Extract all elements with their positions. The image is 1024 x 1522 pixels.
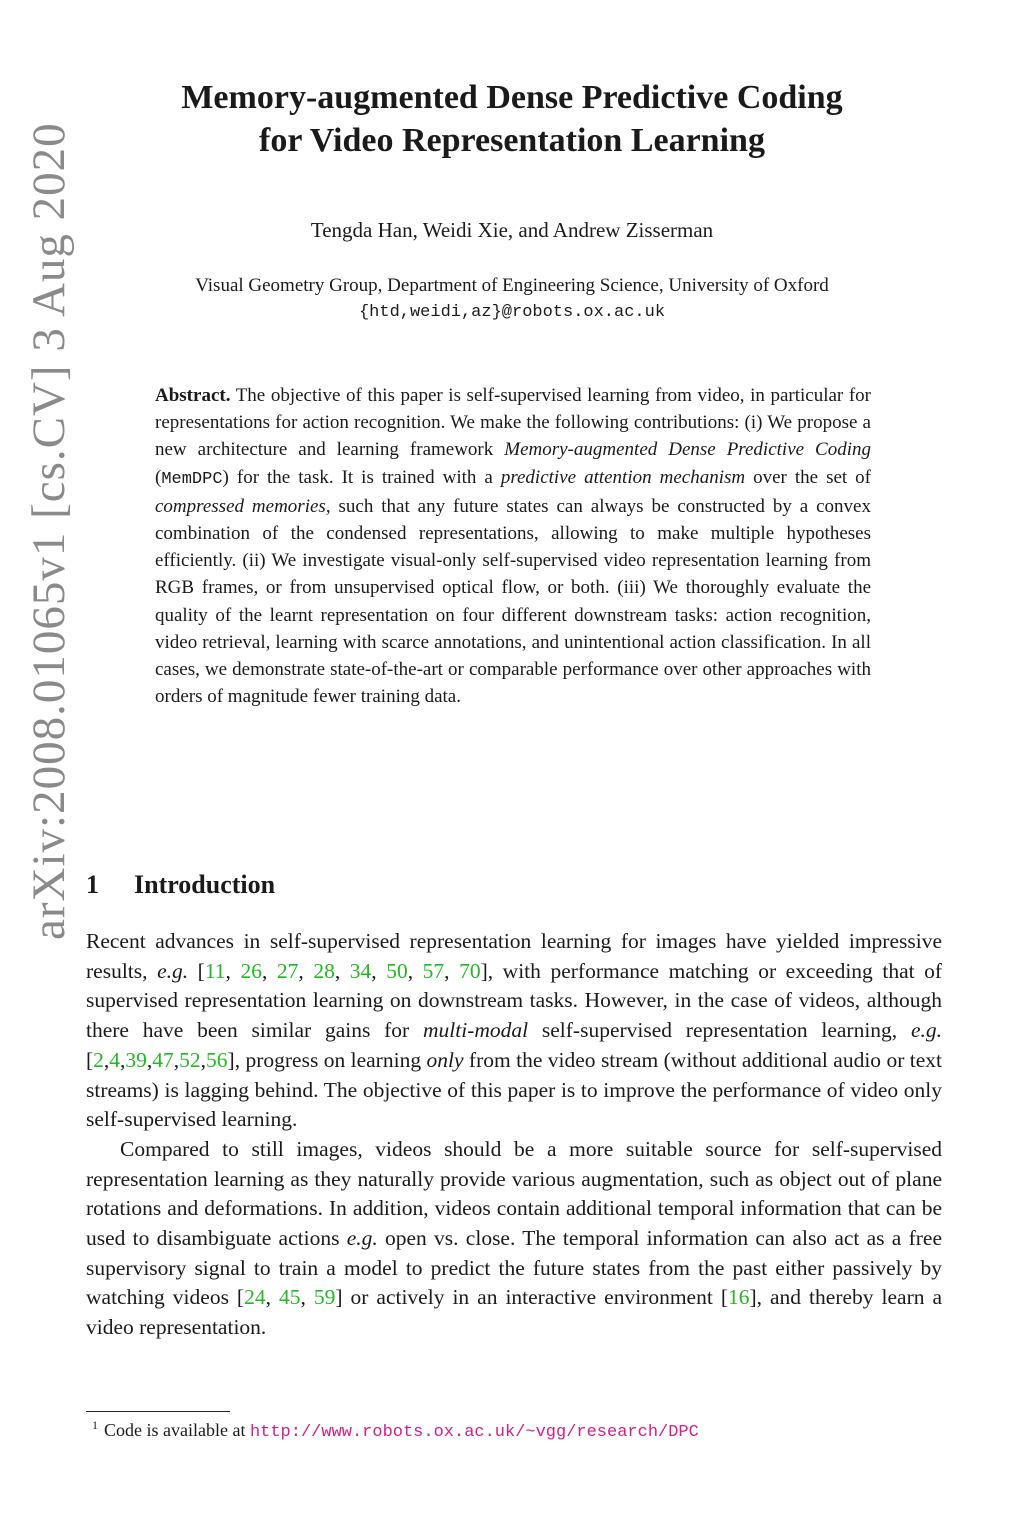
citation-link[interactable]: 70: [459, 958, 481, 983]
footnote-divider: [86, 1411, 230, 1412]
text-run: self-supervised representation learning,: [528, 1018, 911, 1043]
emphasis: multi-modal: [422, 1018, 529, 1043]
citation-link[interactable]: 59: [313, 1285, 336, 1310]
citation-link[interactable]: 16: [727, 1285, 750, 1310]
footnote-mark: 1: [92, 1418, 98, 1432]
citation-link[interactable]: 24: [244, 1285, 266, 1310]
abstract-heading: Abstract.: [155, 385, 231, 406]
citation-list: 2,4,39,47,52,56: [93, 1047, 228, 1072]
abstract-text: over the set of: [745, 466, 872, 488]
section-title: Introduction: [134, 870, 276, 899]
text-run: Compared to still images, videos should be a more suitable source for self-supervised representation learning as they naturally provide various augmentation, such as object out of plane rotations and deformations. In addition, videos contain additional temporal information that can be used to disambiguate actions: [86, 1136, 942, 1251]
abstract-text: , such that any future states can always be constructed by a convex combination of the condensed representations, allowing to make multiple hypotheses efficiently. (ii) We investigate visual-only self-supervised video representation learning from RGB frames, or from unsupervised optical flow, or both. (iii) We thoroughly evaluate the quality of the learnt representation on four different downstream tasks: action recognition, video retrieval, learning with scarce annotations, and unintentional action classification. In all cases, we demonstrate state-of-the-art or comparable performance over other approaches with orders of magnitude fewer training data.: [155, 495, 871, 708]
abstract-text: ) for the task. It is trained with a: [222, 466, 501, 488]
citation-link[interactable]: 26: [240, 958, 262, 983]
code-url-link[interactable]: http://www.robots.ox.ac.uk/~vgg/research/DPC: [249, 1423, 699, 1442]
citation-link[interactable]: 47: [152, 1047, 174, 1072]
abstract: [155, 382, 871, 710]
citation-link[interactable]: 4: [109, 1047, 121, 1072]
eg-abbrev: e.g.: [910, 1018, 943, 1043]
memories-term: compressed memories: [155, 495, 326, 517]
text-run: open vs. close. The temporal information can also act as a free supervisory signal to train a model to predict the future states from the past either passively by watching videos [: [86, 1226, 942, 1310]
citation-link[interactable]: 2: [93, 1047, 104, 1072]
text-run: Recent advances in self-supervised representation learning for images have yielded impressive results,: [86, 929, 942, 983]
framework-name: Memory-augmented Dense Predictive Coding: [504, 439, 871, 461]
paragraph: [86, 1135, 942, 1343]
abstract-text: The objective of this paper is self-supervised learning from video, in particular for representations for action recognition. We make the following contributions: (i) We propose a new architecture and learning framework: [155, 385, 871, 461]
section-number: 1: [86, 870, 99, 899]
eg-abbrev: e.g.: [346, 1226, 378, 1251]
text-run: [: [86, 1047, 94, 1072]
citation-link[interactable]: 45: [278, 1285, 301, 1310]
citation-link[interactable]: 39: [125, 1047, 147, 1072]
method-acronym: MemDPC: [161, 469, 223, 489]
citation-link[interactable]: 52: [179, 1047, 201, 1072]
text-run: ], and thereby learn a video representation.: [86, 1285, 943, 1340]
paper-title: [100, 76, 924, 162]
citation-link[interactable]: 57: [422, 958, 445, 983]
authors: Tengda Han, Weidi Xie, and Andrew Zisserman: [310, 218, 714, 242]
citation-link[interactable]: 34: [349, 958, 372, 983]
arxiv-identifier: arXiv:2008.01065v1 [cs.CV] 3 Aug 2020: [23, 122, 75, 940]
text-run: from the video stream (without additional audio or text streams) is lagging behind. The objective of this paper is to improve the performance of video only self-supervised learning.: [86, 1047, 943, 1132]
email: {htd,weidi,az}@robots.ox.ac.uk: [358, 303, 666, 322]
affiliation-block: [90, 272, 934, 326]
text-run: ] or actively in an interactive environment [: [335, 1285, 728, 1310]
abstract-text: (: [155, 466, 162, 488]
text-run: [: [188, 958, 205, 983]
citation-link[interactable]: 50: [386, 958, 408, 983]
text-run: ], with performance matching or exceeding that of supervised representation learning on downstream tasks. However, in the case of videos, although there have been similar gains for: [86, 958, 943, 1043]
emphasis: only: [426, 1047, 464, 1072]
mechanism-term: predictive attention mechanism: [500, 466, 746, 488]
affiliation: Visual Geometry Group, Department of Engineering Science, University of Oxford: [195, 275, 829, 296]
citation-link[interactable]: 28: [313, 958, 335, 983]
section-heading: [86, 870, 275, 900]
citation-list: 11, 26, 27, 28, 34, 50, 57, 70: [204, 958, 481, 983]
introduction-body: [86, 927, 942, 1343]
footnote-text: Code is available at: [104, 1420, 250, 1440]
footnote: [92, 1418, 699, 1442]
citation-link[interactable]: 56: [206, 1047, 228, 1072]
eg-abbrev: e.g.: [157, 958, 189, 983]
title-line-2: for Video Representation Learning: [259, 122, 765, 159]
citation-link[interactable]: 27: [276, 958, 299, 983]
title-line-1: Memory-augmented Dense Predictive Coding: [181, 79, 843, 116]
paragraph: [86, 927, 942, 1135]
text-run: ], progress on learning: [227, 1047, 427, 1072]
citation-link[interactable]: 11: [204, 958, 226, 983]
citation-list: 24, 45, 59: [244, 1285, 336, 1310]
